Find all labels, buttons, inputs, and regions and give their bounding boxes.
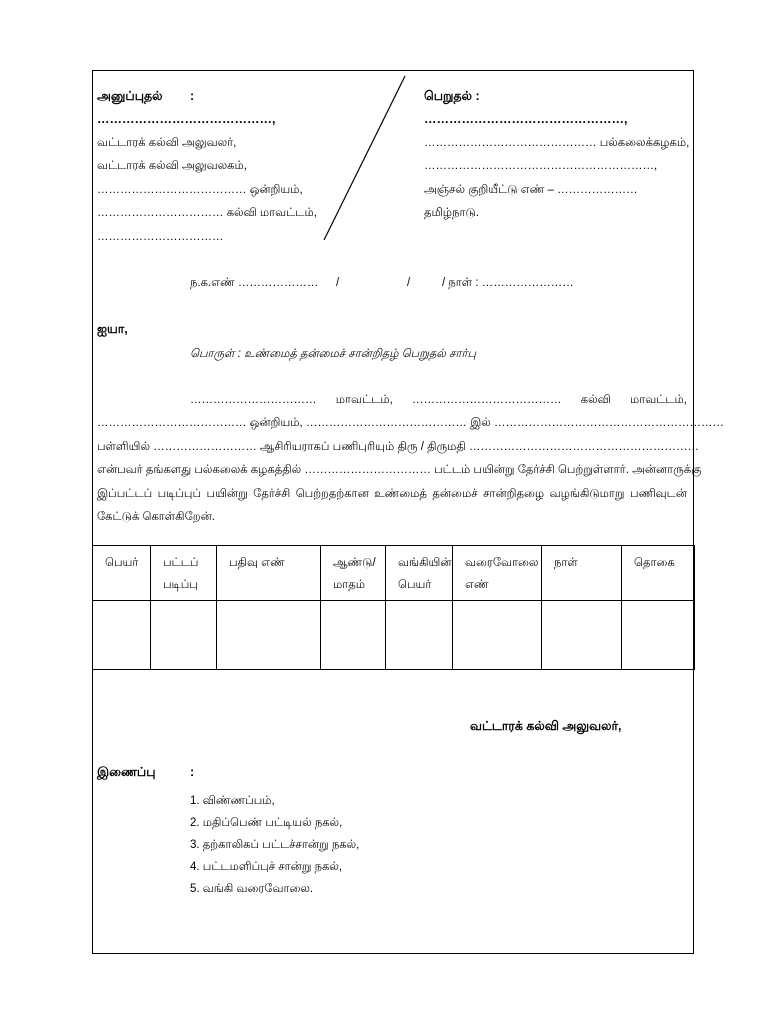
to-line-2: ……………………………………………………, — [424, 160, 658, 172]
header-amount: தொகை — [622, 546, 695, 601]
enclosures-heading: இணைப்பு — [97, 765, 156, 779]
header-bank-name: வங்கியின் பெயர் — [386, 546, 453, 601]
signature-title: வட்டாரக் கல்வி அலுவலர், — [470, 719, 622, 733]
from-dots: ……………………………………, — [97, 112, 276, 126]
from-line-2: வட்டாரக் கல்வி அலுவலகம், — [97, 160, 247, 172]
cell-name[interactable] — [93, 601, 151, 670]
to-heading: பெறுதல் : — [424, 89, 480, 103]
reference-number: ந.க.எண் ………………… — [190, 277, 319, 289]
table-row — [93, 601, 695, 670]
from-line-5: …………………………… — [97, 231, 224, 243]
to-line-3: அஞ்சல் குறியீட்டு எண் – ………………… — [424, 184, 638, 196]
header-name: பெயர் — [93, 546, 151, 601]
enclosures-list — [190, 790, 359, 900]
cell-degree[interactable] — [151, 601, 217, 670]
table-header-row — [93, 546, 695, 601]
cell-year-month[interactable] — [321, 601, 386, 670]
salutation: ஐயா, — [97, 322, 128, 336]
to-line-1: ……………………………………… பல்கலைக்கழகம், — [424, 137, 690, 149]
enclosures-colon: : — [190, 765, 195, 779]
reference-slash-2: / — [407, 277, 411, 289]
reference-date: / நாள் : …………………… — [442, 277, 574, 289]
details-table — [92, 545, 695, 670]
from-line-3: ………………………………… ஒன்றியம், — [97, 184, 303, 196]
reference-slash-1: / — [336, 277, 340, 289]
to-line-4: தமிழ்நாடு. — [424, 207, 479, 219]
body-line-4: என்பவர் தங்களது பல்கலைக் கழகத்தில் …………………………… பட்டம் பயின்று தேர்ச்சி பெற்றுள்ளார். அன்னாருக்கு — [97, 464, 702, 476]
cell-date[interactable] — [542, 601, 622, 670]
from-heading: அனுப்புதல் — [97, 89, 163, 103]
body-line-5: இப்பட்டப் படிப்புப் பயின்று தேர்ச்சி பெற்றதற்கான உண்மைத் தன்மைச் சான்றிதழை வழங்கிடுமாறு பணிவுடன் — [97, 488, 687, 500]
list-item: 3. தற்காலிகப் பட்டச்சான்று நகல், — [190, 839, 360, 851]
header-dd-number: வரைவோலை எண் — [453, 546, 542, 601]
cell-register-number[interactable] — [217, 601, 321, 670]
cell-amount[interactable] — [622, 601, 695, 670]
from-line-4: …………………………… கல்வி மாவட்டம், — [97, 207, 317, 219]
body-line-3: பள்ளியில் ……………………… ஆசிரியராகப் பணிபுரியும் திரு / திருமதி …………………………………………………… — [97, 441, 700, 453]
body-line-6: கேட்டுக் கொள்கிறேன். — [97, 511, 215, 523]
header-date: நாள் — [542, 546, 622, 601]
header-register-number: பதிவு எண் — [217, 546, 321, 601]
list-item: 1. விண்ணப்பம், — [190, 795, 275, 807]
header-year-month: ஆண்டு/ மாதம் — [321, 546, 386, 601]
from-colon: : — [190, 89, 195, 103]
cell-bank-name[interactable] — [386, 601, 453, 670]
cell-dd-number[interactable] — [453, 601, 542, 670]
header-degree: பட்டப் படிப்பு — [151, 546, 217, 601]
list-item: 5. வங்கி வரைவோலை. — [190, 883, 314, 895]
body-line-2: ………………………………… ஒன்றியம், …………………………………… இல் …………………………………………………… — [97, 417, 725, 429]
body-line-1: …………………………… மாவட்டம், ………………………………… கல்வி மாவட்டம், — [190, 394, 687, 406]
list-item: 2. மதிப்பெண் பட்டியல் நகல், — [190, 817, 343, 829]
to-dots: …………………………………………, — [424, 112, 628, 126]
from-line-1: வட்டாரக் கல்வி அலுவலர், — [97, 137, 237, 149]
list-item: 4. பட்டமளிப்புச் சான்று நகல், — [190, 861, 343, 873]
subject-line: பொருள் : உண்மைத் தன்மைச் சான்றிதழ் பெறுதல் சார்பு — [190, 348, 477, 360]
